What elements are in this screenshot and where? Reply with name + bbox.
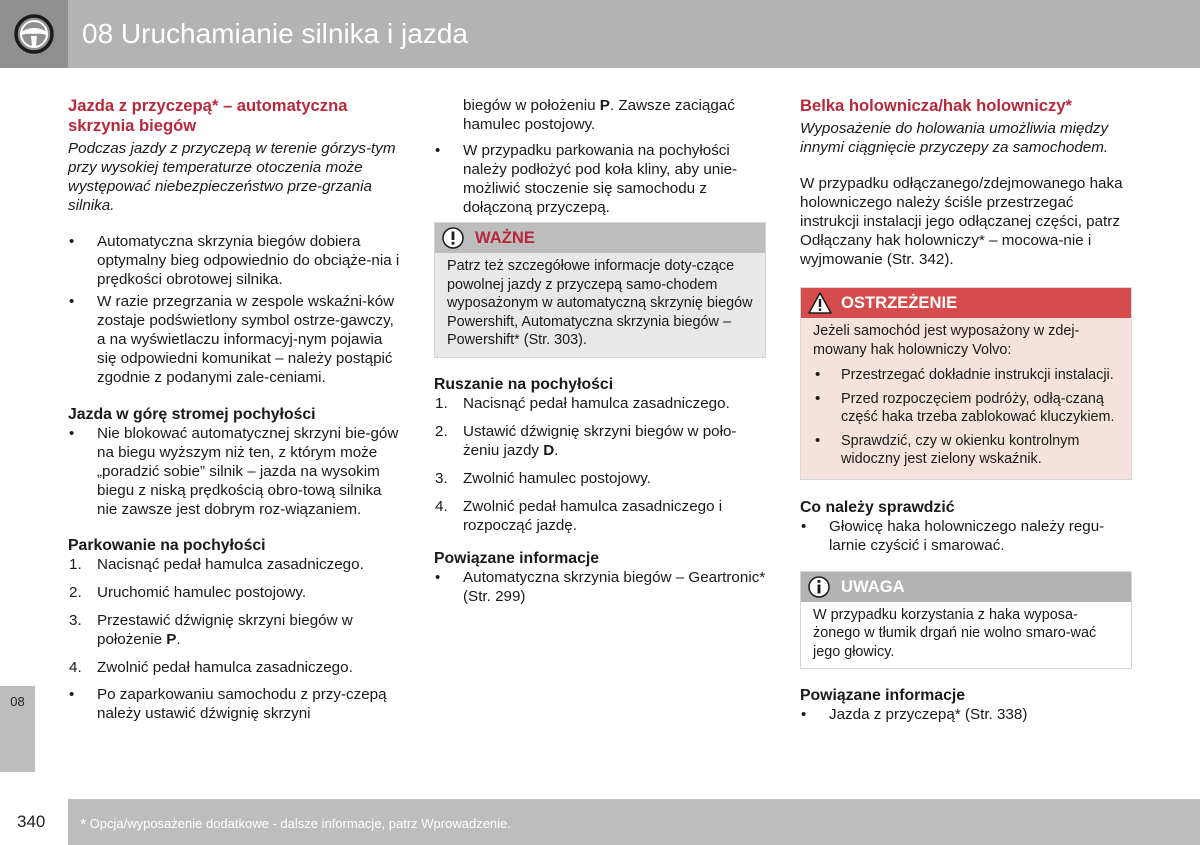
page-number-box bbox=[0, 799, 68, 845]
numbered-list-parking bbox=[68, 555, 402, 677]
note-text: W przypadku korzystania z haka wyposa-żonego w tłumik drgań nie wolno smaro-wać jego głowicy. bbox=[801, 602, 1131, 669]
warning-bullets bbox=[813, 366, 1119, 469]
info-icon bbox=[808, 576, 830, 598]
related-link[interactable]: • Automatyczna skrzynia biegów – Geartronic* (Str. 299) bbox=[434, 568, 766, 606]
bullet-list bbox=[68, 232, 402, 387]
chapter-number: 08 bbox=[10, 694, 25, 709]
subheading-check: Co należy sprawdzić bbox=[800, 498, 955, 516]
list-item: 4. Zwolnić pedał hamulca zasadniczego i rozpocząć jazdę. bbox=[435, 497, 723, 534]
chapter-side-tab bbox=[0, 686, 35, 772]
note-box bbox=[800, 571, 1132, 670]
list-item: • Przed rozpoczęciem podróży, odłą-czaną część haka trzeba zablokować kluczykiem. bbox=[813, 390, 1119, 427]
list-item: • Głowicę haka holowniczego należy regu-larnie czyścić i smarować. bbox=[800, 517, 1132, 555]
important-text: Patrz też szczegółowe informacje doty-czące powolnej jazdy z przyczepą samo-chodem wyposażonym w automatyczną skrzynię biegów Powershift, Automatyczna skrzynia biegów – Powershift* (Str. 303). bbox=[435, 253, 765, 357]
continued-text: biegów w położeniu P. Zawsze zaciągać hamulec postojowy. bbox=[463, 97, 735, 133]
subheading-uphill: Jazda w górę stromej pochyłości bbox=[68, 406, 316, 423]
warning-triangle-icon bbox=[808, 292, 832, 314]
intro-text: Wyposażenie do holowania umożliwia między innymi ciągnięcie przyczepy za samochodem. bbox=[800, 120, 1109, 156]
column-middle bbox=[434, 96, 766, 606]
section-title-trailer-automatic: Jazda z przyczepą* – automatyczna skrzynia biegów bbox=[68, 96, 348, 135]
list-item: 1. Nacisnąć pedał hamulca zasadniczego. bbox=[69, 556, 364, 573]
list-item: • Automatyczna skrzynia biegów dobiera optymalny bieg odpowiednio do obciąże-nia i prędkości obrotowej silnika. bbox=[68, 232, 402, 289]
list-item: 2. Uruchomić hamulec postojowy. bbox=[69, 584, 307, 601]
bullet-list bbox=[68, 424, 402, 519]
note-box-header bbox=[801, 572, 1131, 602]
footer-note: * Opcja/wyposażenie dodatkowe - dalsze informacje, patrz Wprowadzenie. bbox=[80, 815, 511, 834]
related-link[interactable]: • Jazda z przyczepą* (Str. 338) bbox=[800, 705, 1132, 724]
chapter-icon-box bbox=[0, 0, 68, 68]
list-item: • W razie przegrzania w zespole wskaźni-ków zostaje podświetlony symbol ostrze-gawczy, a na wyświetlaczu informacyj-nym pojawia się odpowiedni komunikat – należy postąpić zgodnie z podanymi zale-ceniami. bbox=[68, 292, 402, 387]
chapter-header bbox=[0, 0, 1200, 68]
warning-box-header bbox=[801, 288, 1131, 318]
chapter-title: 08 Uruchamianie silnika i jazda bbox=[82, 18, 468, 49]
exclamation-icon bbox=[442, 227, 464, 249]
page-number: 340 bbox=[17, 812, 46, 831]
page-footer bbox=[0, 799, 1200, 845]
subheading-parking: Parkowanie na pochyłości bbox=[68, 537, 266, 554]
important-label: WAŻNE bbox=[475, 228, 535, 247]
important-box bbox=[434, 222, 766, 358]
note-label: UWAGA bbox=[841, 576, 905, 596]
column-left bbox=[68, 96, 402, 723]
warning-label: OSTRZEŻENIE bbox=[841, 293, 958, 312]
body-paragraph: W przypadku odłączanego/zdejmowanego haka holowniczego należy ściśle przestrzegać instrukcji instalacji jego odłączanej części, patrz Odłączany hak holowniczy* – mocowa-nie i wyjmowanie (Str. 342). bbox=[800, 175, 1123, 268]
bullet-list bbox=[434, 568, 766, 606]
list-item: 3. Przestawić dźwignię skrzyni biegów w położenie P. bbox=[69, 612, 353, 648]
intro-text: Podczas jazdy z przyczepą w terenie górzys-tym przy wysokiej temperaturze otoczenia może występować niebezpieczeństwo prze-grzania silnika. bbox=[68, 140, 396, 214]
subheading-starting: Ruszanie na pochyłości bbox=[434, 375, 614, 393]
bullet-list bbox=[68, 685, 402, 723]
column-right bbox=[800, 96, 1132, 724]
asterisk-marker: * bbox=[80, 815, 87, 834]
bullet-list bbox=[800, 705, 1132, 724]
numbered-list-starting bbox=[434, 394, 766, 535]
subheading-related: Powiązane informacje bbox=[434, 549, 600, 567]
steering-wheel-icon bbox=[12, 12, 56, 56]
list-item: 3. Zwolnić hamulec postojowy. bbox=[435, 469, 651, 487]
warning-text: Jeżeli samochód jest wyposażony w zdej-mowany hak holowniczy Volvo: bbox=[813, 323, 1080, 358]
bullet-list bbox=[800, 517, 1132, 555]
list-item: 1. Nacisnąć pedał hamulca zasadniczego. bbox=[435, 394, 730, 412]
bullet-list bbox=[434, 141, 766, 217]
warning-box bbox=[800, 287, 1132, 480]
section-title-towbar: Belka holownicza/hak holowniczy* bbox=[800, 96, 1073, 115]
list-item: • Przestrzegać dokładnie instrukcji instalacji. bbox=[813, 366, 1119, 385]
list-item: • Nie blokować automatycznej skrzyni bie-gów na biegu wyższym niż ten, z którym może „poradzić sobie” silnik – jazda na wysokim biegu z niską prędkością obro-tową silnika nie zawsze jest dobrym roz-wiązaniem. bbox=[68, 424, 402, 519]
important-box-header bbox=[435, 223, 765, 253]
list-item: • W przypadku parkowania na pochyłości należy podłożyć pod koła kliny, aby unie-możliwić stoczenie się samochodu z dołączoną przyczepą. bbox=[434, 141, 766, 217]
warning-body bbox=[801, 318, 1131, 479]
list-item: • Po zaparkowaniu samochodu z przy-czepą należy ustawić dźwignię skrzyni bbox=[68, 685, 402, 723]
subheading-related: Powiązane informacje bbox=[800, 687, 966, 704]
list-item: 4. Zwolnić pedał hamulca zasadniczego. bbox=[69, 659, 353, 676]
list-item: • Sprawdzić, czy w okienku kontrolnym widoczny jest zielony wskaźnik. bbox=[813, 432, 1119, 469]
list-item: 2. Ustawić dźwignię skrzyni biegów w poło-żeniu jazdy D. bbox=[435, 422, 737, 459]
